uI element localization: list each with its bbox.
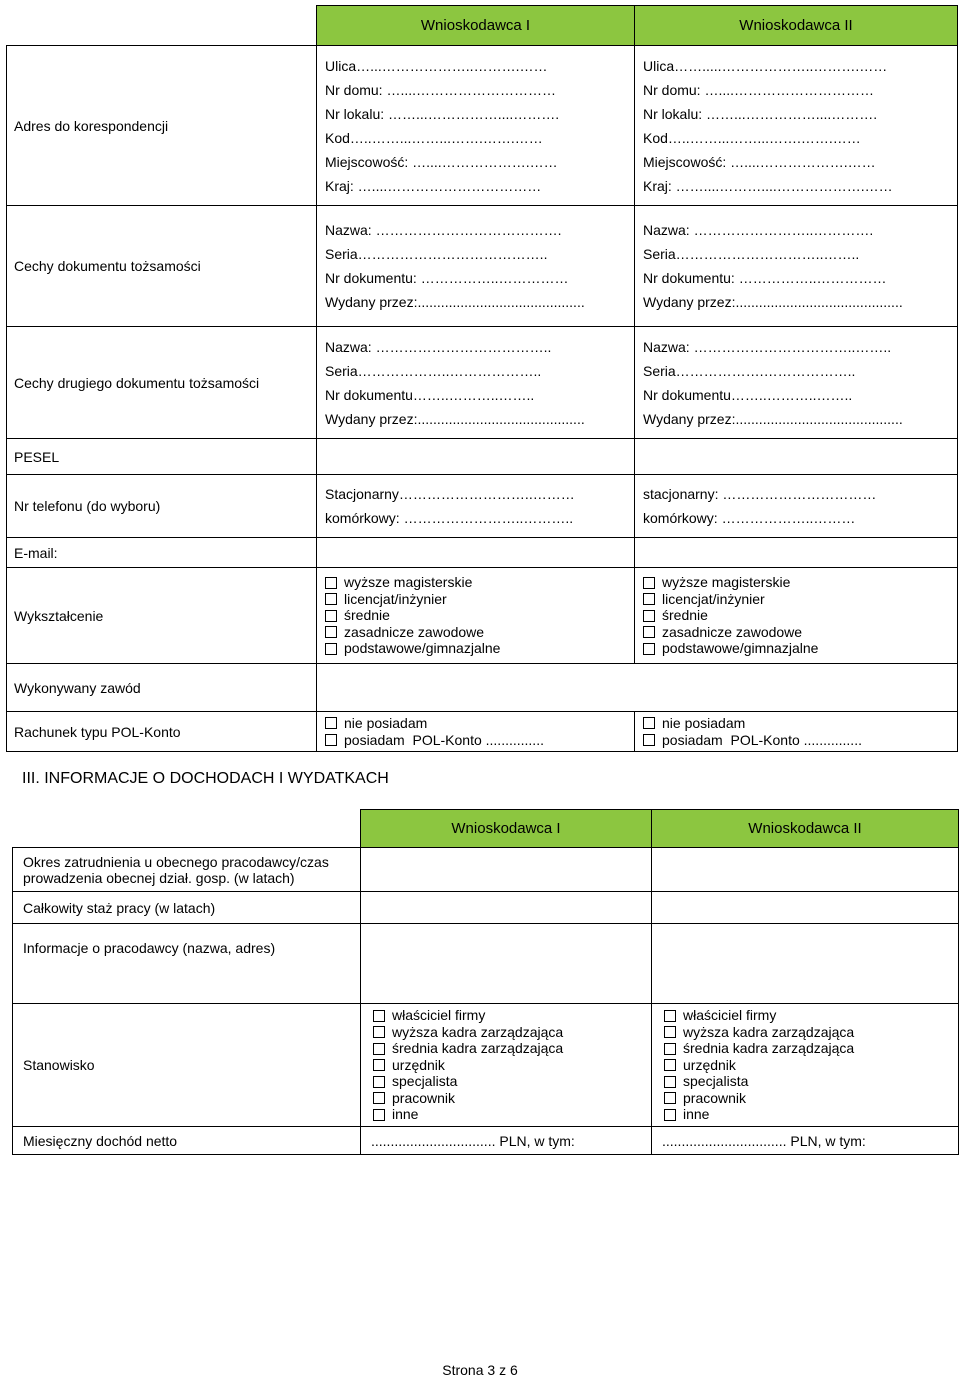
checkbox-option[interactable]: nie posiadam	[643, 715, 957, 732]
section-3-title: III. INFORMACJE O DOCHODACH I WYDATKACH	[22, 770, 389, 787]
checkbox-icon[interactable]	[373, 1010, 385, 1022]
applicant-data-table	[6, 5, 958, 752]
checkbox-option[interactable]: wyższe magisterskie	[643, 574, 957, 591]
education-options-applicant-2	[635, 568, 958, 664]
employer-info-applicant-2[interactable]	[652, 924, 959, 1004]
second-id-document-label: Cechy drugiego dokumentu tożsamości	[7, 327, 317, 439]
checkbox-option[interactable]: inne	[664, 1106, 958, 1123]
checkbox-icon[interactable]	[643, 717, 655, 729]
position-options-applicant-2	[652, 1004, 959, 1127]
income-label: Miesięczny dochód netto	[13, 1127, 361, 1155]
email-applicant-1[interactable]	[317, 538, 635, 568]
checkbox-option[interactable]: urzędnik	[373, 1057, 651, 1074]
checkbox-option[interactable]: średnia kadra zarządzająca	[373, 1040, 651, 1057]
checkbox-icon[interactable]	[664, 1092, 676, 1104]
checkbox-option[interactable]: zasadnicze zawodowe	[643, 624, 957, 641]
address-label: Adres do korespondencji	[7, 46, 317, 206]
checkbox-icon[interactable]	[325, 626, 337, 638]
pesel-label: PESEL	[7, 439, 317, 475]
header-applicant-1: Wnioskodawca I	[361, 810, 652, 848]
checkbox-option[interactable]: licencjat/inżynier	[325, 591, 634, 608]
checkbox-icon[interactable]	[373, 1026, 385, 1038]
checkbox-option[interactable]: pracownik	[373, 1090, 651, 1107]
checkbox-icon[interactable]	[325, 610, 337, 622]
checkbox-icon[interactable]	[325, 717, 337, 729]
header-applicant-1: Wnioskodawca I	[317, 6, 635, 46]
total-seniority-applicant-1[interactable]	[361, 892, 652, 924]
checkbox-option[interactable]: średnie	[325, 607, 634, 624]
checkbox-option[interactable]: specjalista	[373, 1073, 651, 1090]
phone-applicant-1[interactable]: Stacjonarny………………………..……… komórkowy: ……………………..………..	[317, 475, 635, 538]
checkbox-option[interactable]: wyższa kadra zarządzająca	[664, 1024, 958, 1041]
checkbox-option[interactable]: wyższe magisterskie	[325, 574, 634, 591]
income-applicant-2[interactable]: ................................ PLN, w tym:	[652, 1127, 959, 1155]
checkbox-icon[interactable]	[643, 626, 655, 638]
employment-period-applicant-2[interactable]	[652, 848, 959, 892]
position-label: Stanowisko	[13, 1004, 361, 1127]
checkbox-icon[interactable]	[643, 610, 655, 622]
checkbox-option[interactable]: posiadam POL-Konto ...............	[643, 732, 957, 749]
checkbox-icon[interactable]	[664, 1043, 676, 1055]
email-applicant-2[interactable]	[635, 538, 958, 568]
checkbox-option[interactable]: licencjat/inżynier	[643, 591, 957, 608]
checkbox-icon[interactable]	[643, 593, 655, 605]
email-label: E-mail:	[7, 538, 317, 568]
checkbox-icon[interactable]	[373, 1109, 385, 1121]
education-label: Wykształcenie	[7, 568, 317, 664]
checkbox-icon[interactable]	[373, 1059, 385, 1071]
phone-label: Nr telefonu (do wyboru)	[7, 475, 317, 538]
checkbox-option[interactable]: posiadam POL-Konto ...............	[325, 732, 634, 749]
checkbox-option[interactable]: właściciel firmy	[664, 1007, 958, 1024]
employer-info-applicant-1[interactable]	[361, 924, 652, 1004]
checkbox-option[interactable]: zasadnicze zawodowe	[325, 624, 634, 641]
employer-info-label: Informacje o pracodawcy (nazwa, adres)	[13, 924, 361, 1004]
checkbox-icon[interactable]	[373, 1092, 385, 1104]
employment-period-label: Okres zatrudnienia u obecnego pracodawcy/czas prowadzenia obecnej dział. gosp. (w latach)	[13, 848, 361, 892]
income-table	[12, 809, 959, 1155]
checkbox-option[interactable]: właściciel firmy	[373, 1007, 651, 1024]
occupation-label: Wykonywany zawód	[7, 664, 317, 712]
employment-period-applicant-1[interactable]	[361, 848, 652, 892]
checkbox-icon[interactable]	[373, 1076, 385, 1088]
second-id-document-applicant-1[interactable]: Nazwa: ……………………………….. Seria………………..……………….. Nr dokumentu……..………..…….. Wydany przez:...........................................	[317, 327, 635, 439]
income-applicant-1[interactable]: ................................ PLN, w tym:	[361, 1127, 652, 1155]
address-applicant-1[interactable]: Ulica…...………………..……….…… Nr domu: …....………………………… Nr lokalu: ……...……………....………. Kod…..……...……...…….…….…… Miejscowość: …....……………….…… Kraj: …....……………………………	[317, 46, 635, 206]
header-blank	[7, 6, 317, 46]
checkbox-icon[interactable]	[643, 734, 655, 746]
pesel-applicant-1[interactable]	[317, 439, 635, 475]
header-applicant-2: Wnioskodawca II	[635, 6, 958, 46]
checkbox-option[interactable]: podstawowe/gimnazjalne	[325, 640, 634, 657]
checkbox-option[interactable]: nie posiadam	[325, 715, 634, 732]
checkbox-icon[interactable]	[664, 1026, 676, 1038]
address-applicant-2[interactable]: Ulica…….....………………..……….…… Nr domu: …....………………………… Nr lokalu: ……...……………....………. Kod…..……...……...…….…….…… Miejscowość: …....……………….…… Kraj: ……....………....……………….……	[635, 46, 958, 206]
checkbox-icon[interactable]	[643, 577, 655, 589]
checkbox-icon[interactable]	[325, 643, 337, 655]
checkbox-icon[interactable]	[373, 1043, 385, 1055]
second-id-document-applicant-2[interactable]: Nazwa: ……………………………..…….. Seria……………….……………….. Nr dokumentu……..………..…….. Wydany przez:...........................................	[635, 327, 958, 439]
header-blank	[13, 810, 361, 848]
page-number: Strona 3 z 6	[442, 1362, 518, 1378]
checkbox-icon[interactable]	[664, 1010, 676, 1022]
header-applicant-2: Wnioskodawca II	[652, 810, 959, 848]
total-seniority-label: Całkowity staż pracy (w latach)	[13, 892, 361, 924]
checkbox-icon[interactable]	[325, 593, 337, 605]
checkbox-option[interactable]: średnie	[643, 607, 957, 624]
checkbox-icon[interactable]	[664, 1109, 676, 1121]
checkbox-icon[interactable]	[664, 1059, 676, 1071]
id-document-applicant-2[interactable]: Nazwa: ……………………..…………. Seria…………………………..…….. Nr dokumentu: ……………..…………… Wydany przez:...........................................	[635, 206, 958, 327]
pesel-applicant-2[interactable]	[635, 439, 958, 475]
total-seniority-applicant-2[interactable]	[652, 892, 959, 924]
checkbox-option[interactable]: urzędnik	[664, 1057, 958, 1074]
checkbox-icon[interactable]	[664, 1076, 676, 1088]
account-label: Rachunek typu POL-Konto	[7, 712, 317, 752]
checkbox-icon[interactable]	[643, 643, 655, 655]
account-options-applicant-2	[635, 712, 958, 752]
position-options-applicant-1	[361, 1004, 652, 1127]
phone-applicant-2[interactable]: stacjonarny: …………………………… komórkowy: ………………..………	[635, 475, 958, 538]
account-options-applicant-1	[317, 712, 635, 752]
checkbox-option[interactable]: wyższa kadra zarządzająca	[373, 1024, 651, 1041]
checkbox-option[interactable]: podstawowe/gimnazjalne	[643, 640, 957, 657]
checkbox-option[interactable]: pracownik	[664, 1090, 958, 1107]
id-document-applicant-1[interactable]: Nazwa: …………………………………. Seria………………………………….. Nr dokumentu: ……………..…………… Wydany przez:...........................................	[317, 206, 635, 327]
education-options-applicant-1	[317, 568, 635, 664]
checkbox-icon[interactable]	[325, 577, 337, 589]
id-document-label: Cechy dokumentu tożsamości	[7, 206, 317, 327]
checkbox-option[interactable]: inne	[373, 1106, 651, 1123]
checkbox-option[interactable]: średnia kadra zarządzająca	[664, 1040, 958, 1057]
checkbox-option[interactable]: specjalista	[664, 1073, 958, 1090]
occupation-field[interactable]	[317, 664, 958, 712]
checkbox-icon[interactable]	[325, 734, 337, 746]
